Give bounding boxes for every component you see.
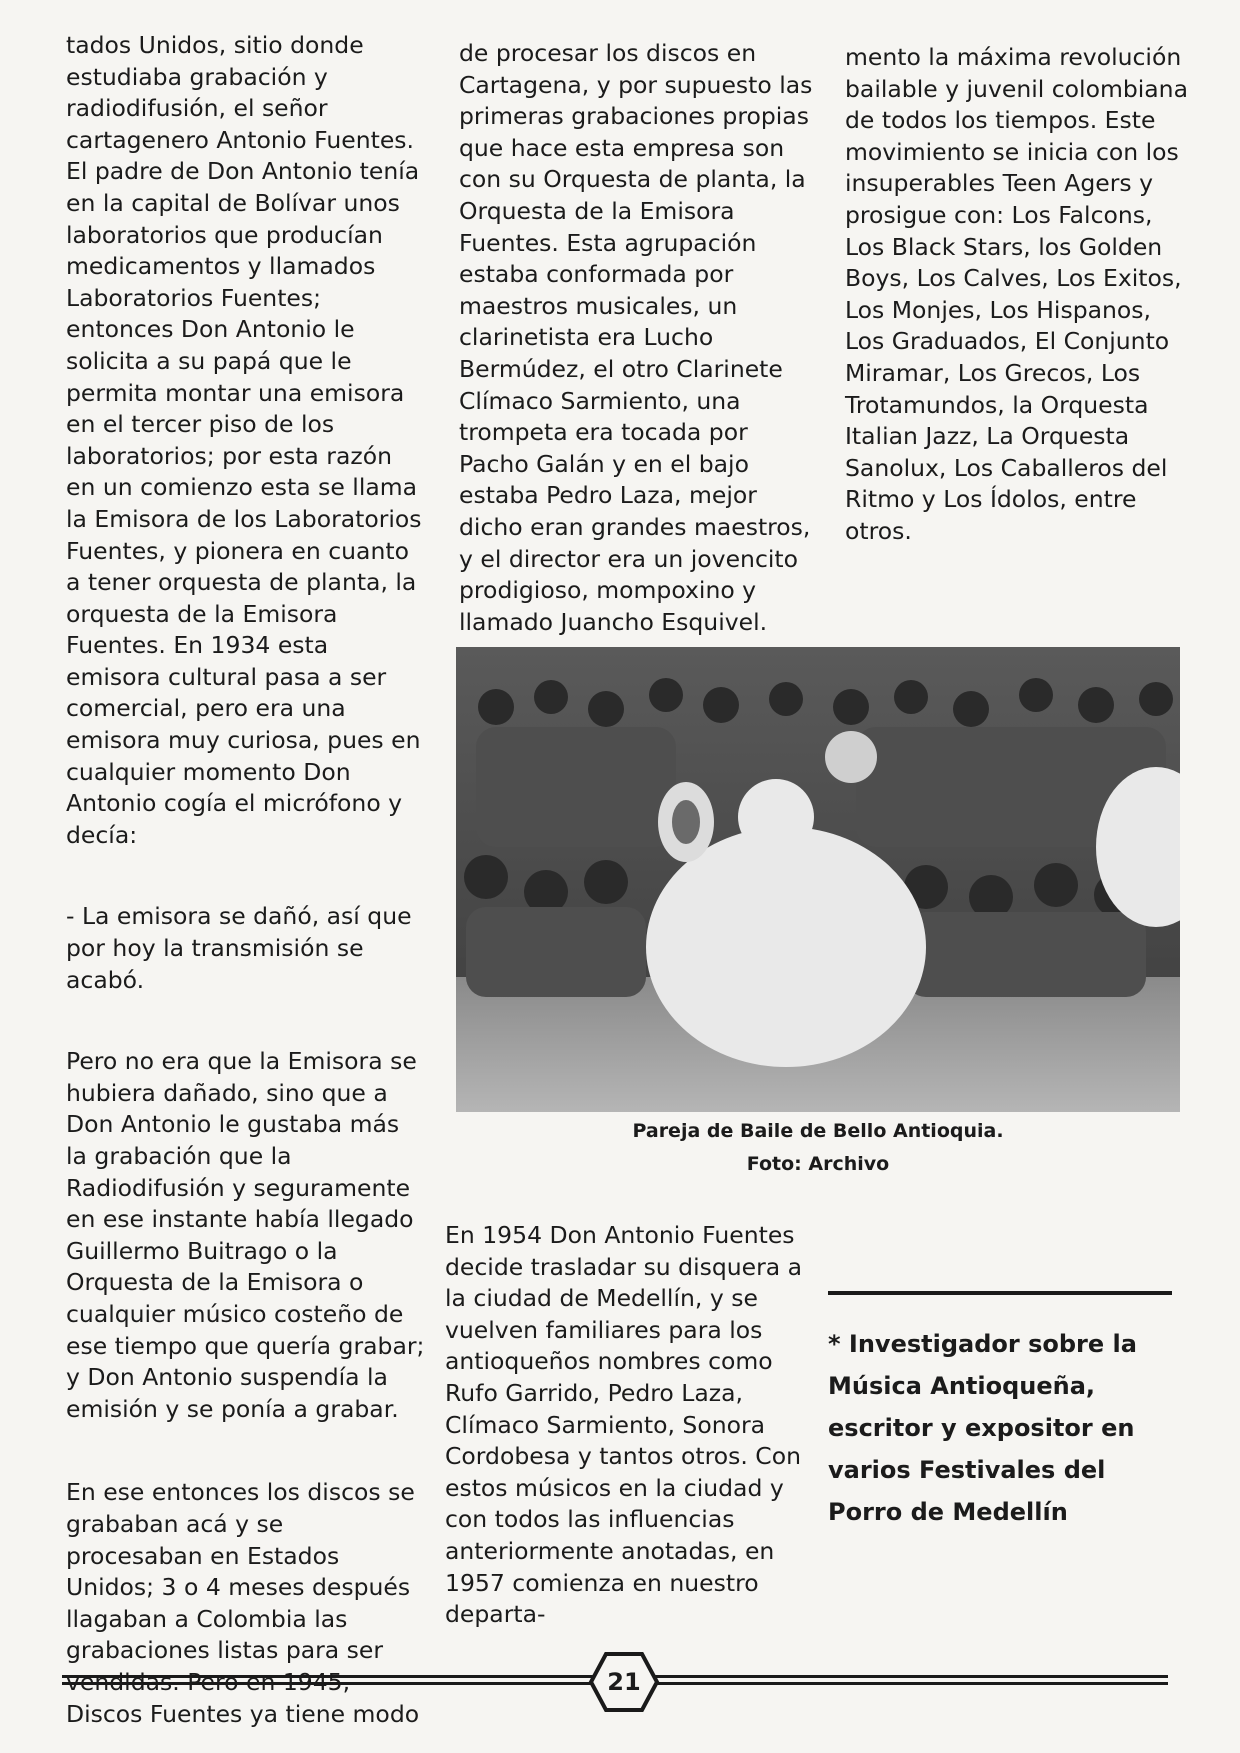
column-left: [66, 30, 426, 1730]
divider: [828, 1291, 1172, 1295]
column-middle-top: [459, 38, 819, 638]
paragraph: Pero no era que la Emisora se hubiera dañado, sino que a Don Antonio le gustaba más la grabación que la Radiodifusión y seguramente en ese instante había llegado Guillermo Buitrago o la Orquesta de la Emisora o cualquier músico costeño de ese tiempo que quería grabar; y Don Antonio suspendía la emisión y se ponía a grabar.: [66, 1047, 425, 1423]
page-number: 21: [607, 1668, 641, 1696]
column-middle-bottom: [445, 1220, 805, 1631]
photo-caption: [456, 1115, 1180, 1181]
paragraph: En 1954 Don Antonio Fuentes decide trasladar su disquera a la ciudad de Medellín, y se vuelven familiares para los antioqueños nombres como Rufo Garrido, Pedro Laza, Clímaco Sarmiento, Sonora Cordobesa y tantos otros. Con estos músicos en la ciudad y con todos las influencias anteriormente anotadas, en 1957 comienza en nuestro departa-: [445, 1221, 803, 1629]
paragraph: En ese entonces los discos se grababan acá y se procesaban en Estados Unidos; 3 o 4 meses después llagaban a Colombia las grabaciones listas para ser vendidas. Pero en 1945, Discos Fuentes ya tiene modo: [66, 1478, 420, 1728]
photo-illustration: [456, 647, 1180, 1112]
author-note: * Investigador sobre la Música Antioqueña, escritor y expositor en varios Festivales del Porro de Medellín: [828, 1330, 1137, 1526]
caption-title: Pareja de Baile de Bello Antioquia.: [632, 1120, 1004, 1142]
footer-rule: [62, 1675, 594, 1685]
page-number-badge: [588, 1651, 660, 1713]
caption-credit: Foto: Archivo: [746, 1153, 890, 1175]
dance-photo: [456, 647, 1180, 1112]
paragraph: de procesar los discos en Cartagena, y por supuesto las primeras grabaciones propias que hace esta empresa son con su Orquesta de planta, la Orquesta de la Emisora Fuentes. Esta agrupación estaba conformada por maestros musicales, un clarinetista era Lucho Bermúdez, el otro Clarinete Clímaco Sarmiento, una trompeta era tocada por Pacho Galán y en el bajo estaba Pedro Laza, mejor dicho eran grandes maestros, y el director era un jovencito prodigioso, mompoxino y llamado Juancho Esquivel.: [459, 39, 813, 636]
paragraph: mento la máxima revolución bailable y juvenil colombiana de todos los tiempos. Este movimiento se inicia con los insuperables Teen Agers y prosigue con: Los Falcons, Los Black Stars, los Golden Boys, Los Calves, Los Exitos, Los Monjes, Los Hispanos, Los Graduados, El Conjunto Miramar, Los Grecos, Los Trotamundos, la Orquesta Italian Jazz, La Orquesta Sanolux, Los Caballeros del Ritmo y Los Ídolos, entre otros.: [845, 43, 1188, 545]
paragraph: - La emisora se dañó, así que por hoy la transmisión se acabó.: [66, 902, 412, 994]
column-right: [845, 42, 1197, 548]
footer-rule: [654, 1675, 1168, 1685]
paragraph: tados Unidos, sitio donde estudiaba grabación y radiodifusión, el señor cartagenero Antonio Fuentes. El padre de Don Antonio tenía en la capital de Bolívar unos laboratorios que producían medicamentos y llamados Laboratorios Fuentes; entonces Don Antonio le solicita a su papá que le permita montar una emisora en el tercer piso de los laboratorios; por esta razón en un comienzo esta se llama la Emisora de los Laboratorios Fuentes, y pionera en cuanto a tener orquesta de planta, la orquesta de la Emisora Fuentes. En 1934 esta emisora cultural pasa a ser comercial, pero era una emisora muy curiosa, pues en cualquier momento Don Antonio cogía el micrófono y decía:: [66, 31, 422, 849]
